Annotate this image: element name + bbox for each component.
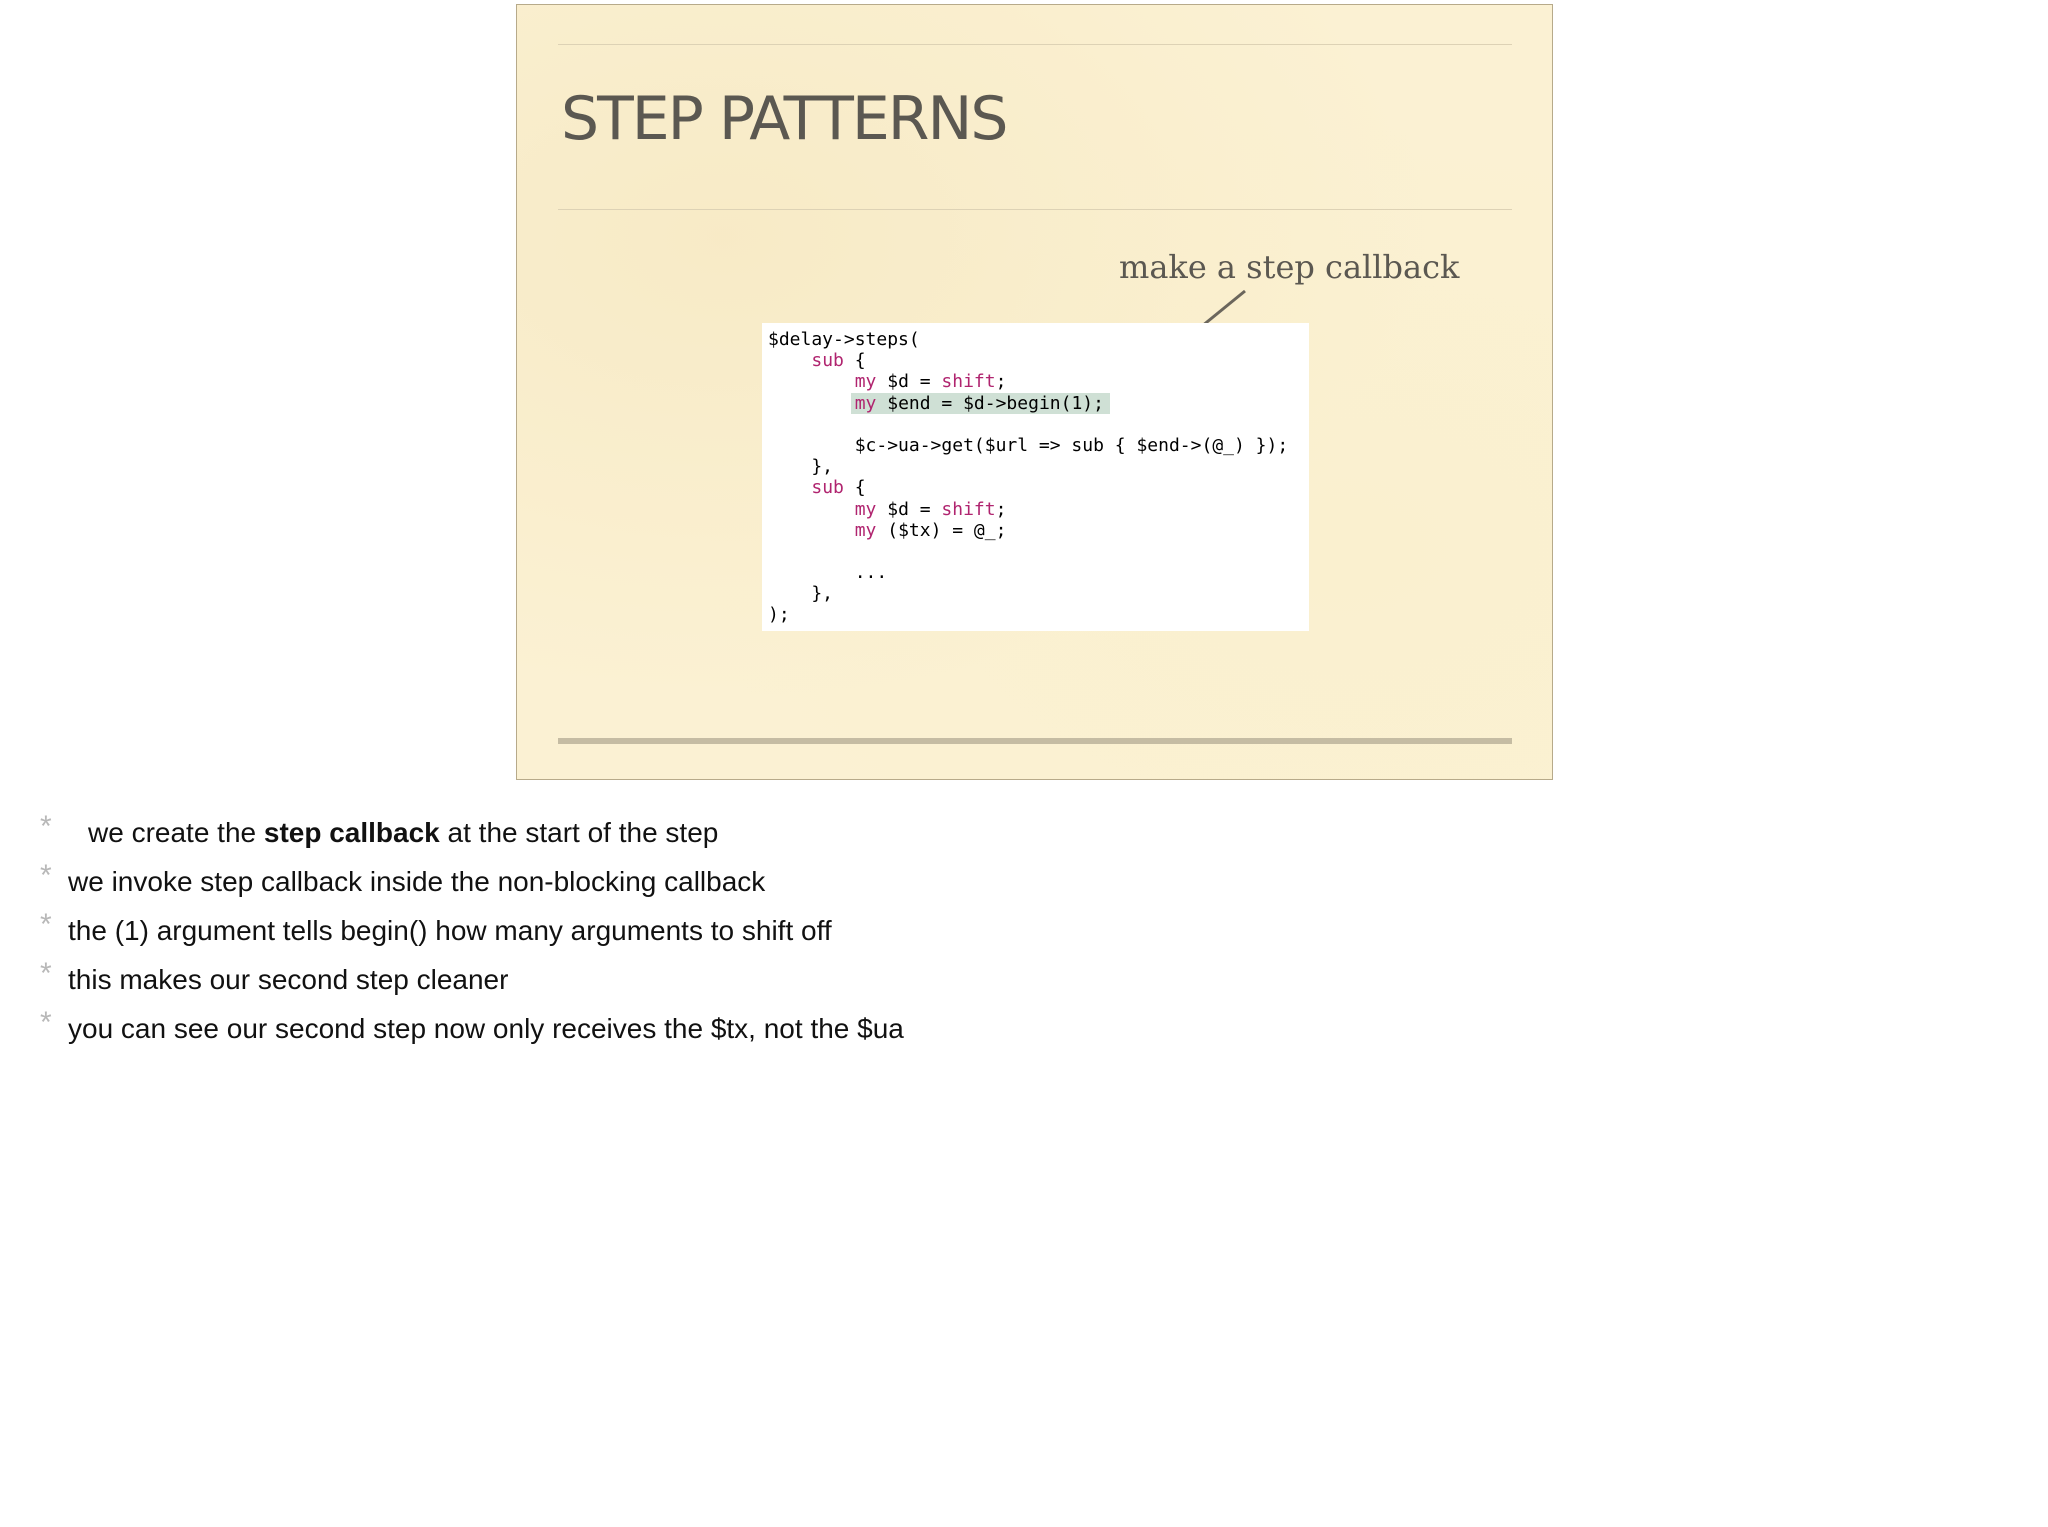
code-line: sub {	[811, 477, 866, 499]
code-line: },	[768, 583, 834, 605]
code-line: my ($tx) = @_;	[854, 519, 1007, 541]
bullet-asterisk-icon: *	[40, 957, 52, 990]
code-line: );	[768, 604, 790, 626]
code-line: my $d = shift;	[854, 498, 1007, 520]
note-text: you can see our second step now only receives the $tx, not the $ua	[68, 1013, 904, 1044]
note-item	[40, 1004, 2000, 1053]
code-line: $c->ua->get($url => sub { $end->(@_) });	[768, 434, 1289, 456]
note-item	[40, 906, 2000, 955]
note-item	[40, 808, 2000, 857]
slide-bottom-rule	[558, 738, 1512, 744]
code-line	[768, 541, 1309, 562]
slide	[516, 4, 1553, 780]
slide-top-rule	[558, 44, 1512, 45]
code-line: sub {	[811, 350, 866, 372]
bullet-asterisk-icon: *	[40, 810, 52, 843]
note-text: we create the step callback at the start of the step	[88, 817, 719, 848]
bullet-asterisk-icon: *	[40, 908, 52, 941]
bullet-asterisk-icon: *	[40, 1006, 52, 1039]
code-highlight: my $end = $d->begin(1);	[851, 393, 1110, 414]
note-item	[40, 857, 2000, 906]
note-text: this makes our second step cleaner	[68, 964, 509, 995]
code-line-highlighted	[768, 393, 1309, 414]
code-block	[762, 323, 1309, 631]
slide-title-rule	[558, 209, 1512, 210]
note-text: we invoke step callback inside the non-blocking callback	[68, 866, 766, 897]
bullet-asterisk-icon: *	[40, 859, 52, 892]
code-line: },	[768, 456, 834, 478]
code-line: ...	[768, 562, 888, 584]
code-line: $delay->steps(	[768, 329, 920, 350]
note-text: the (1) argument tells begin() how many arguments to shift off	[68, 915, 832, 946]
slide-title: STEP PATTERNS	[561, 84, 1007, 154]
code-line: my $d = shift;	[854, 371, 1007, 393]
presenter-notes	[40, 808, 2000, 1053]
code-line	[768, 414, 1309, 435]
note-item	[40, 955, 2000, 1004]
callout-label: make a step callback	[1119, 248, 1460, 286]
